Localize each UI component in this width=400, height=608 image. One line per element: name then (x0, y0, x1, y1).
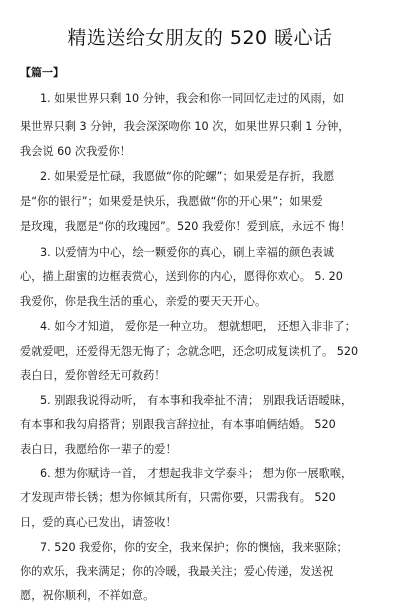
paragraph-4-line-1: 4. 如今才知道， 爱你是一种立功。 想就想吧， 还想入非非了； (40, 320, 356, 333)
paragraph-1-line-2: 果世界只剩 3 分钟，我会深深吻你 10 次，如果世界只剩 1 分钟， (20, 120, 350, 133)
page-title: 精选送给女朋友的 520 暖心话 (67, 27, 333, 49)
paragraph-7-line-1: 7. 520 我爱你，你的安全，我来保护；你的懊恼，我来驱除； (40, 541, 348, 554)
paragraph-3-line-1: 3. 以爱情为中心，绘一颗爱你的真心，刷上幸福的颜色表诚 (40, 246, 334, 259)
paragraph-3-line-3: 我爱你，你是我生活的重心，亲爱的要天天开心。 (20, 295, 267, 308)
paragraph-7-line-3: 愿，祝你顺利，不祥如意。 (20, 589, 155, 602)
paragraph-6-line-1: 6. 想为你赋诗一首， 才想起我非文学泰斗； 想为你一展歌喉， (40, 467, 353, 480)
paragraph-2-line-1: 2. 如果爱是忙碌，我愿做“你的陀螺”；如果爱是存折，我愿 (40, 170, 335, 183)
paragraph-5-line-1: 5. 别跟我说得动听， 有本事和我牵扯不清； 别跟我话语暧昧， (40, 394, 353, 407)
paragraph-2-line-3: 是玫瑰，我愿是“你的玫瑰园”。520 我爱你！爱到底，永远不 悔！ (20, 220, 351, 233)
paragraph-6-line-2: 才发现声带长锈；想为你倾其所有，只需你要，只需我有。 520 (20, 491, 336, 504)
paragraph-1-line-1: 1. 如果世界只剩 10 分钟，我会和你一同回忆走过的风雨，如 (40, 92, 345, 105)
paragraph-7-line-2: 你的欢乐，我来满足；你的冷暖，我最关注；爱心传递，发送祝 (20, 565, 334, 578)
paragraph-5-line-2: 有本事和我勾肩搭背；别跟我言辞拉扯，有本事咱俩结婚。 520 (20, 418, 336, 431)
paragraph-4-line-3: 表白日，爱你曾经无可救药！ (20, 369, 166, 382)
paragraph-3-line-2: 心，描上甜蜜的边框表赏心，送到你的内心，愿得你欢心。 5. 20 (20, 270, 343, 283)
paragraph-6-line-3: 日，爱的真心已发出，请签收！ (20, 516, 177, 529)
paragraph-4-line-2: 爱就爱吧，还爱得无怨无悔了；念就念吧，还念叨成复读机了。 520 (20, 345, 359, 358)
paragraph-2-line-2: 是“你的银行”；如果爱是快乐，我愿做“你的开心果”；如果爱 (20, 195, 323, 208)
section-label: 【篇一】 (20, 66, 64, 79)
paragraph-5-line-3: 表白日，我愿给你一辈子的爱！ (20, 443, 177, 456)
paragraph-1-line-3: 我会说 60 次我爱你！ (20, 145, 131, 158)
